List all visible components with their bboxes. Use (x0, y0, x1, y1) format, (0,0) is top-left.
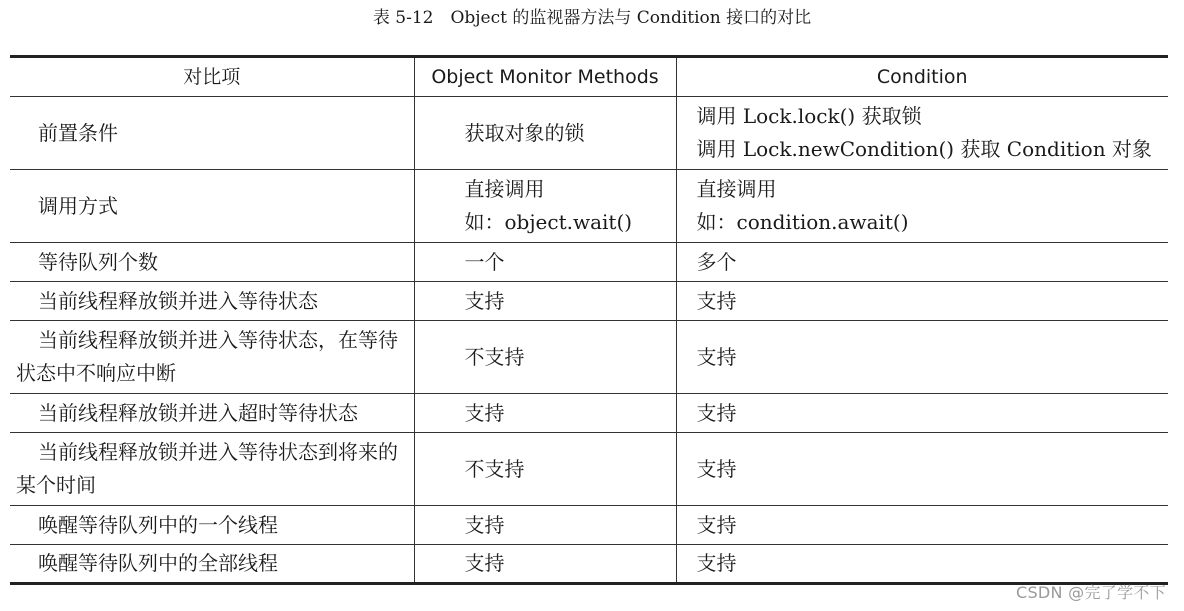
condition-cell (676, 282, 1168, 321)
condition-cell (676, 321, 1168, 394)
condition-cell (676, 394, 1168, 433)
condition-line: 支持 (696, 288, 737, 313)
object-cell (414, 282, 676, 321)
header-object-monitor-methods: Object Monitor Methods (414, 57, 676, 97)
table-row (10, 97, 1168, 170)
table-row (10, 243, 1168, 282)
watermark: CSDN @完了学不下 (1015, 583, 1166, 602)
object-cell (414, 170, 676, 243)
row-item-cell: 调用方式 (10, 170, 414, 243)
table-row (10, 321, 1168, 394)
table-header-row (10, 57, 1168, 97)
object-cell (414, 545, 676, 584)
object-cell (414, 97, 676, 170)
condition-line: 调用 Lock.newCondition() 获取 Condition 对象 (696, 137, 1152, 161)
condition-cell (676, 97, 1168, 170)
object-line: 获取对象的锁 (464, 120, 585, 145)
table-row (10, 506, 1168, 545)
object-cell (414, 506, 676, 545)
comparison-table (10, 55, 1168, 585)
condition-line: 支持 (696, 456, 737, 481)
condition-cell (676, 506, 1168, 545)
row-item-cell: 唤醒等待队列中的一个线程 (10, 506, 414, 545)
condition-line: 多个 (696, 249, 737, 274)
object-line: 支持 (464, 551, 505, 575)
object-line: 直接调用 (464, 177, 545, 201)
object-cell (414, 433, 676, 506)
condition-line: 支持 (696, 400, 737, 425)
header-condition: Condition (676, 57, 1168, 97)
object-line: 支持 (464, 288, 505, 313)
table-row (10, 394, 1168, 433)
row-item-cell: 当前线程释放锁并进入等待状态到将来的某个时间 (10, 433, 414, 506)
condition-cell (676, 243, 1168, 282)
condition-line: 支持 (696, 551, 737, 575)
table-row (10, 545, 1168, 584)
condition-line: 支持 (696, 344, 737, 369)
row-item-cell: 当前线程释放锁并进入等待状态 (10, 282, 414, 321)
condition-line: 如：condition.await() (696, 210, 909, 234)
object-line: 支持 (464, 400, 505, 425)
object-cell (414, 394, 676, 433)
condition-cell (676, 170, 1168, 243)
object-line: 支持 (464, 512, 505, 537)
condition-line: 调用 Lock.lock() 获取锁 (696, 104, 922, 128)
row-item-cell: 前置条件 (10, 97, 414, 170)
object-cell (414, 243, 676, 282)
object-line: 不支持 (464, 456, 525, 481)
table-row (10, 170, 1168, 243)
table-caption: 表 5-12 Object 的监视器方法与 Condition 接口的对比 (372, 8, 812, 28)
row-item-cell: 当前线程释放锁并进入等待状态，在等待状态中不响应中断 (10, 321, 414, 394)
object-cell (414, 321, 676, 394)
object-line: 不支持 (464, 344, 525, 369)
condition-cell (676, 433, 1168, 506)
table-row (10, 433, 1168, 506)
row-item-cell: 当前线程释放锁并进入超时等待状态 (10, 394, 414, 433)
row-item-cell: 等待队列个数 (10, 243, 414, 282)
object-line: 如：object.wait() (464, 210, 633, 234)
condition-line: 支持 (696, 512, 737, 537)
condition-line: 直接调用 (696, 177, 777, 201)
row-item-cell: 唤醒等待队列中的全部线程 (10, 545, 414, 584)
table-row (10, 282, 1168, 321)
header-item: 对比项 (10, 57, 414, 97)
condition-cell (676, 545, 1168, 584)
object-line: 一个 (464, 249, 505, 274)
